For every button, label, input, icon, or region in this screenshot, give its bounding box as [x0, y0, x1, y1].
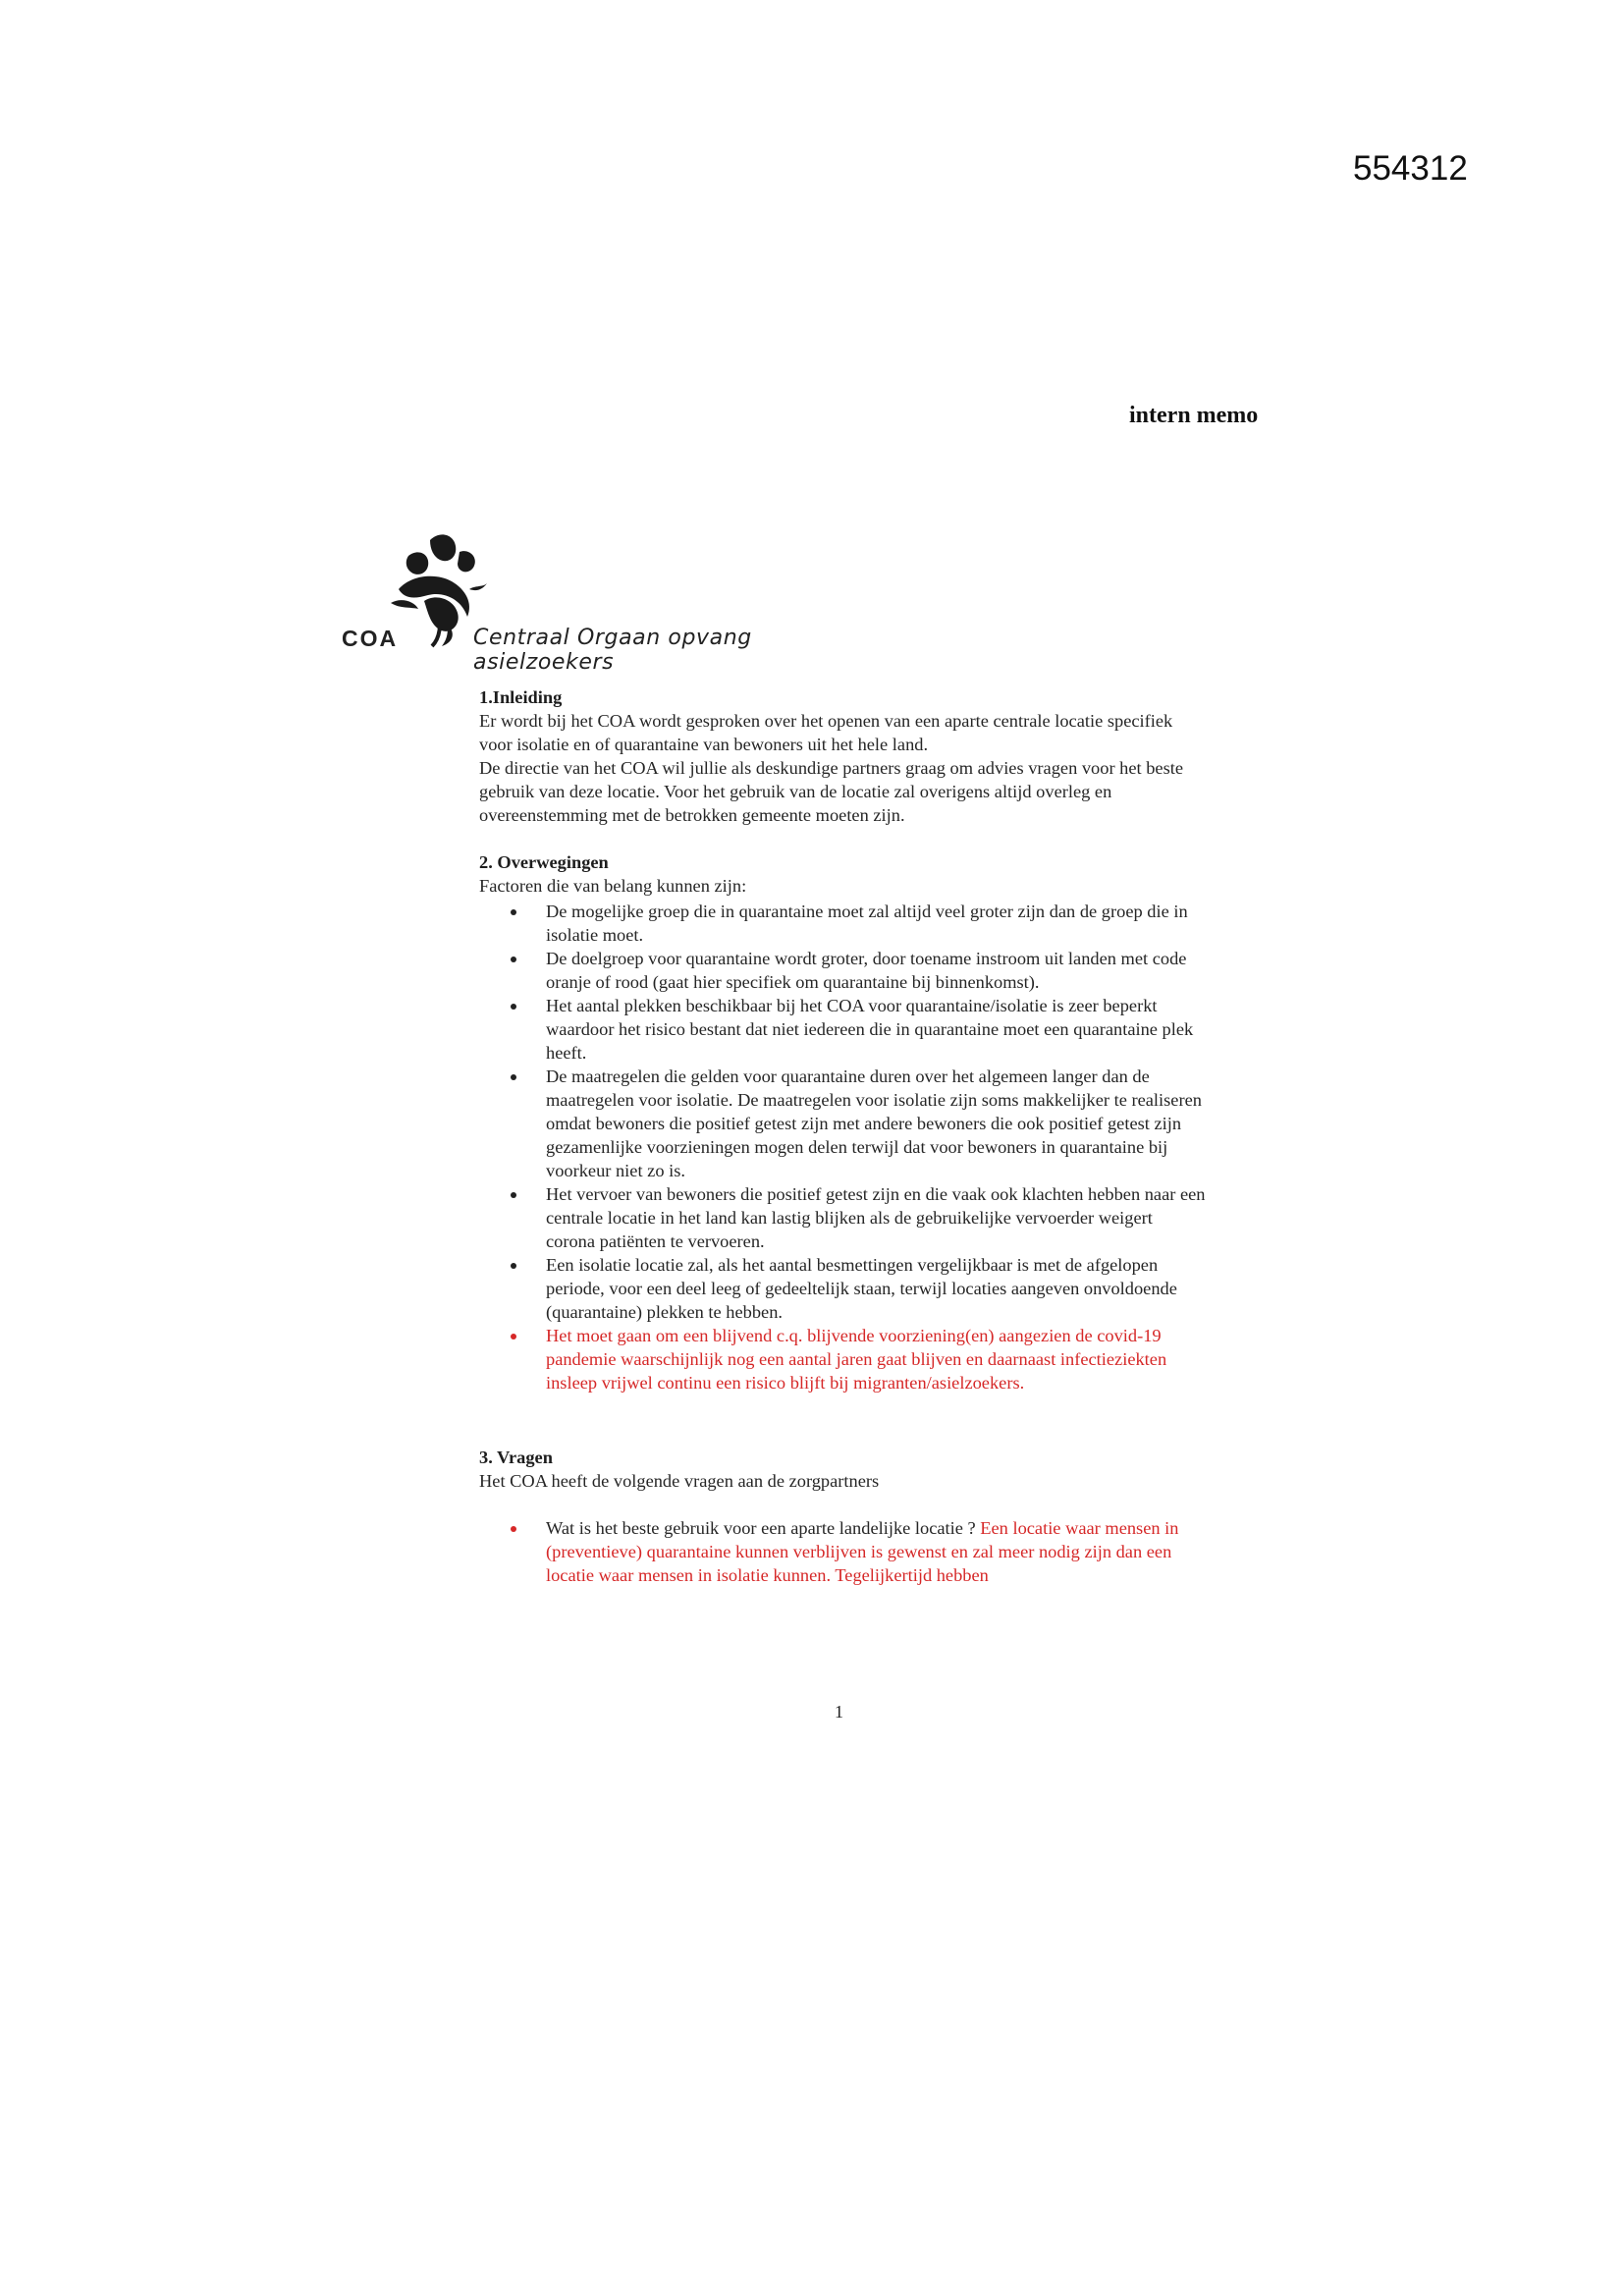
- considerations-list: [479, 900, 1206, 1394]
- section-introduction: [479, 685, 1206, 827]
- considerations-intro: Factoren die van belang kunnen zijn:: [479, 876, 747, 896]
- list-item: Het vervoer van bewoners die positief getest zijn en die vaak ook klachten hebben naar een centrale locatie in het land kan lastig blijken als de gebruikelijke vervoerder weigert corona patiënten te vervoeren.: [546, 1184, 1206, 1251]
- list-item: [546, 1516, 1206, 1587]
- section-questions: [479, 1446, 1206, 1587]
- list-item: Een isolatie locatie zal, als het aantal besmettingen vergelijkbaar is met de afgelopen periode, voor een deel leeg of gedeeltelijk staan, terwijl locaties aangeven onvoldoende (quarantaine) plekken te hebben.: [546, 1253, 1206, 1324]
- memo-body: [479, 685, 1206, 1587]
- list-item: Het aantal plekken beschikbaar bij het COA voor quarantaine/isolatie is zeer beperkt waardoor het risico bestant dat niet iedereen die in quarantaine moet een quarantaine plek heeft.: [546, 994, 1206, 1065]
- coa-logo: [340, 530, 890, 675]
- section-heading: 2. Overwegingen: [479, 852, 609, 872]
- list-item-annotation: Het moet gaan om een blijvend c.q. blijvende voorziening(en) aangezien de covid-19 pandemie waarschijnlijk nog een aantal jaren gaat blijven en daarnaast infectieziekten insleep vrijwel continu een risico blijft bij migranten/asielzoekers.: [546, 1324, 1206, 1394]
- questions-list: [479, 1516, 1206, 1587]
- intro-paragraph-2: De directie van het COA wil jullie als deskundige partners graag om advies vragen voor het beste gebruik van deze locatie. Voor het gebruik van de locatie zal overigens altijd overleg en overeenstemming met de betrokken gemeente moeten zijn.: [479, 758, 1184, 825]
- list-item: De mogelijke groep die in quarantaine moet zal altijd veel groter zijn dan de groep die in isolatie moet.: [546, 900, 1206, 947]
- memo-label: intern memo: [1129, 403, 1259, 428]
- list-item: De doelgroep voor quarantaine wordt groter, door toename instroom uit landen met code oranje of rood (gaat hier specifiek om quarantaine bij binnenkomst).: [546, 947, 1206, 994]
- logo-organisation-name: Centraal Orgaan opvang asielzoekers: [473, 626, 752, 675]
- intro-paragraph-1: Er wordt bij het COA wordt gesproken over het openen van een aparte centrale locatie specifiek voor isolatie en of quarantaine van bewoners uit het hele land.: [479, 711, 1173, 754]
- document-number: 554312: [1353, 149, 1468, 188]
- section-considerations: [479, 850, 1206, 1394]
- logo-abbreviation: COA: [342, 626, 399, 651]
- question-text: Wat is het beste gebruik voor een aparte landelijke locatie ?: [546, 1518, 981, 1538]
- section-heading: 3. Vragen: [479, 1448, 553, 1467]
- page-number: 1: [835, 1702, 843, 1722]
- questions-intro: Het COA heeft de volgende vragen aan de zorgpartners: [479, 1471, 880, 1491]
- list-item: De maatregelen die gelden voor quarantaine duren over het algemeen langer dan de maatregelen voor isolatie. De maatregelen voor isolatie zijn soms makkelijker te realiseren omdat bewoners die positief getest zijn met andere bewoners die ook positief getest zijn gezamenlijke voorzieningen mogen delen terwijl dat voor bewoners in quarantaine bij voorkeur niet zo is.: [546, 1065, 1206, 1182]
- section-heading: 1.Inleiding: [479, 687, 563, 707]
- question-answer-annotation: Een locatie waar mensen in (preventieve) quarantaine kunnen verblijven is gewenst en zal meer nodig zijn dan een locatie waar mensen in isolatie kunnen. Tegelijkertijd hebben: [546, 1518, 1179, 1585]
